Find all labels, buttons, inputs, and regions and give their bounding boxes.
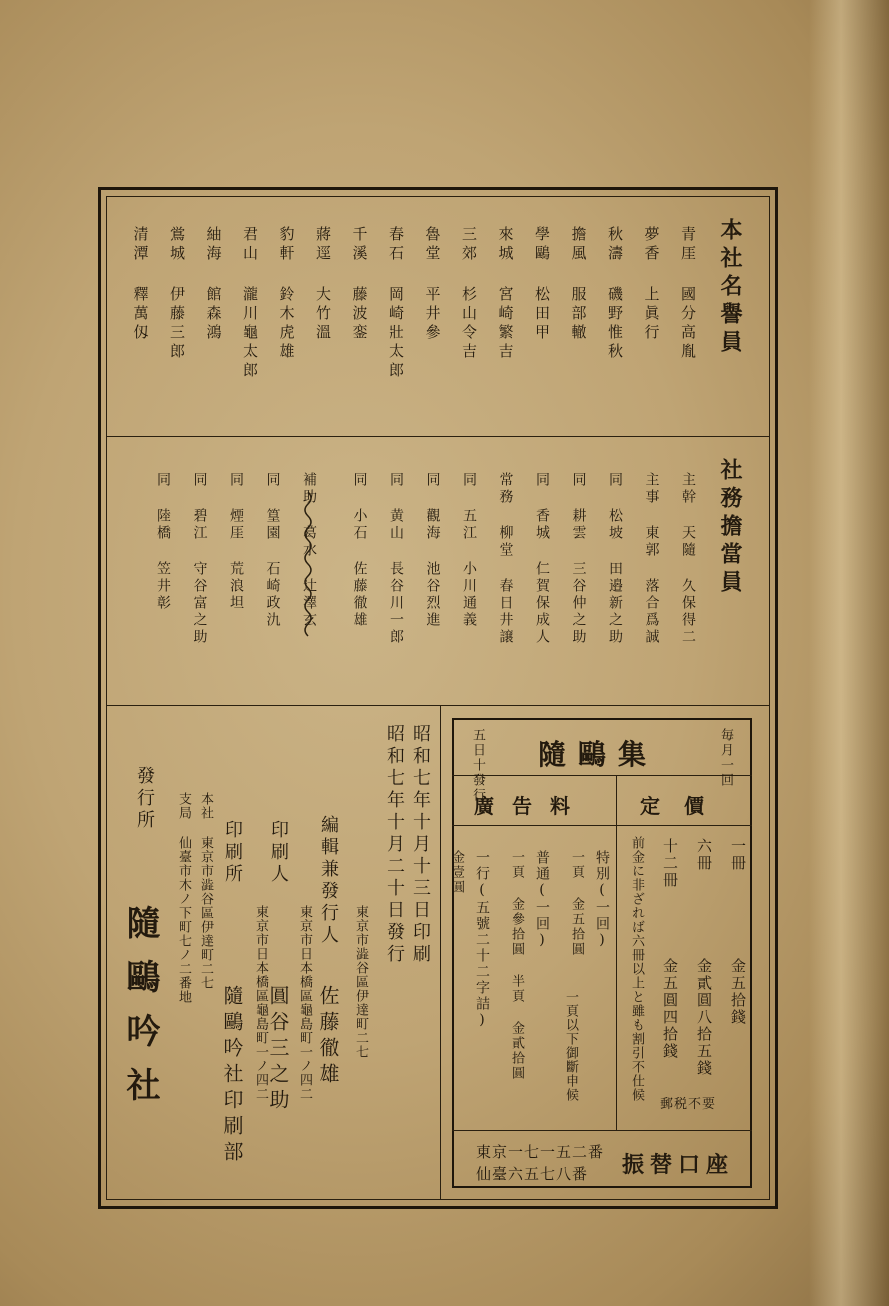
staff-entry: 同 陸橋 笠井彰 (155, 472, 171, 612)
divider-imprint (440, 705, 441, 1200)
staff-entry: 同 小石 佐藤徹雄 (351, 472, 368, 629)
issue-note: 五日十發行 (470, 728, 485, 803)
issue-date: 昭和七年十月二十日發行 (384, 724, 405, 966)
ad-label: 特別(一回) (594, 850, 610, 950)
member-entry: 蔣逕 大竹溫 (314, 226, 332, 343)
transfer-heading: 振替口座 (622, 1152, 735, 1178)
member-entry: 擔風 服部轍 (569, 226, 588, 343)
wave-divider (300, 492, 316, 642)
divider-members (106, 436, 770, 437)
member-entry: 紬海 館森鴻 (204, 226, 223, 343)
member-entry: 千溪 藤波銮 (350, 226, 369, 343)
members-heading: 本社名譽員 (717, 218, 743, 358)
staff-entry: 同 篁園 石崎政氿 (264, 472, 281, 629)
staff-entry: 同 觀海 池谷烈進 (424, 472, 441, 629)
member-entry: 魯堂 平井參 (423, 226, 442, 343)
prepay-note: 前金に非ざれば六冊以上と雖も割引不仕候 (629, 836, 644, 1102)
press-address: 東京市日本橋區龜島町一ノ四二 (253, 905, 268, 1101)
price-label: 六冊 (695, 838, 713, 872)
editor-address: 東京市澁谷區伊達町二七 (353, 905, 368, 1059)
member-entry: 學鷗 松田甲 (533, 226, 551, 343)
price-box-split (616, 775, 617, 1130)
monthly-note: 毎月一回 (718, 728, 733, 788)
page-edge-shadow (809, 0, 889, 1306)
staff-entry: 同 五江 小川通義 (461, 472, 477, 629)
branch-office: 支局 仙臺市木ノ下町七ノ二番地 (176, 792, 191, 1004)
press-name: 隨鷗吟社印刷部 (220, 985, 244, 1167)
member-entry: 夢香 上眞行 (642, 226, 661, 343)
staff-entry: 同 黄山 長谷川一郎 (388, 472, 404, 646)
staff-entry: 同 煙厓 荒浪坦 (228, 472, 244, 612)
price-box-rule-2 (452, 1130, 752, 1131)
price-box-rule-1 (452, 775, 752, 776)
print-date: 昭和七年十月十三日印刷 (410, 724, 431, 966)
price-value: 金貳圓八拾五錢 (695, 958, 713, 1077)
price-rule (616, 825, 752, 826)
divider-staff (106, 705, 770, 706)
transfer-number: 東京一七一五二番 (476, 1143, 605, 1161)
printer-address: 東京市日本橋區龜島町一ノ四二 (297, 905, 312, 1101)
member-entry: 秋濤 磯野惟秋 (606, 226, 624, 362)
price-label: 一冊 (729, 838, 747, 872)
editor-name: 佐藤徹雄 (316, 985, 340, 1089)
magazine-title: 隨鷗集 (538, 738, 659, 771)
ad-heading: 廣告料 (474, 794, 588, 818)
staff-entry: 同 香城 仁賀保成人 (534, 472, 550, 646)
ad-value: 金壹圓 (449, 850, 464, 895)
printer-label: 印刷人 (268, 820, 289, 886)
postage-note: 郵税不要 (660, 1097, 717, 1112)
ad-note: 一頁以下御斷申候 (563, 990, 578, 1102)
member-entry: 青厓 國分高胤 (679, 226, 697, 362)
transfer-number: 仙臺六五七八番 (476, 1165, 589, 1183)
staff-entry: 主幹 天隨 久保得二 (680, 472, 696, 646)
member-entry: 來城 宮崎繁吉 (496, 226, 515, 362)
member-entry: 清潭 釋萬仭 (131, 226, 150, 343)
editor-label: 編輯兼發行人 (318, 815, 339, 947)
ad-rule (452, 825, 616, 826)
staff-entry: 同 耕雲 三谷仲之助 (570, 472, 587, 646)
staff-entry: 主事 東郭 落合爲誠 (643, 472, 660, 646)
price-value: 金五拾錢 (729, 958, 747, 1026)
ad-value: 一頁 金五拾圓 (569, 850, 584, 957)
publisher-label: 發行所 (134, 766, 155, 832)
price-label: 十二冊 (661, 838, 679, 889)
price-heading: 定價 (640, 794, 728, 818)
publisher-name: 隨鷗吟社 (120, 905, 160, 1121)
head-office: 本社 東京市澁谷區伊達町二七 (198, 792, 213, 990)
member-entry: 春石 岡崎壯太郎 (387, 226, 405, 381)
member-entry: 豹軒 鈴木虎雄 (277, 226, 296, 362)
price-box (452, 718, 752, 1188)
ad-value: 一頁 金參拾圓 半頁 金貳拾圓 (509, 850, 524, 1081)
staff-entry: 常務 柳堂 春日井譲 (497, 472, 514, 646)
member-entry: 鴬城 伊藤三郎 (168, 226, 186, 362)
ad-label: 一行(五號二十二字詰) (474, 850, 490, 1030)
staff-entry: 同 碧江 守谷富之助 (191, 472, 208, 646)
press-label: 印刷所 (222, 820, 243, 886)
member-entry: 三郊 杉山令吉 (460, 226, 478, 362)
printer-name: 圓谷三之助 (266, 985, 290, 1115)
staff-entry: 同 松坡 田邉新之助 (607, 472, 623, 646)
member-entry: 君山 瀧川龜太郎 (241, 226, 259, 381)
staff-entry: 補助 葛水 辻澤玄 (301, 472, 317, 629)
ad-label: 普通(一回) (534, 850, 550, 950)
price-value: 金五圓四拾錢 (661, 958, 679, 1060)
staff-heading: 社務擔當員 (717, 458, 743, 598)
